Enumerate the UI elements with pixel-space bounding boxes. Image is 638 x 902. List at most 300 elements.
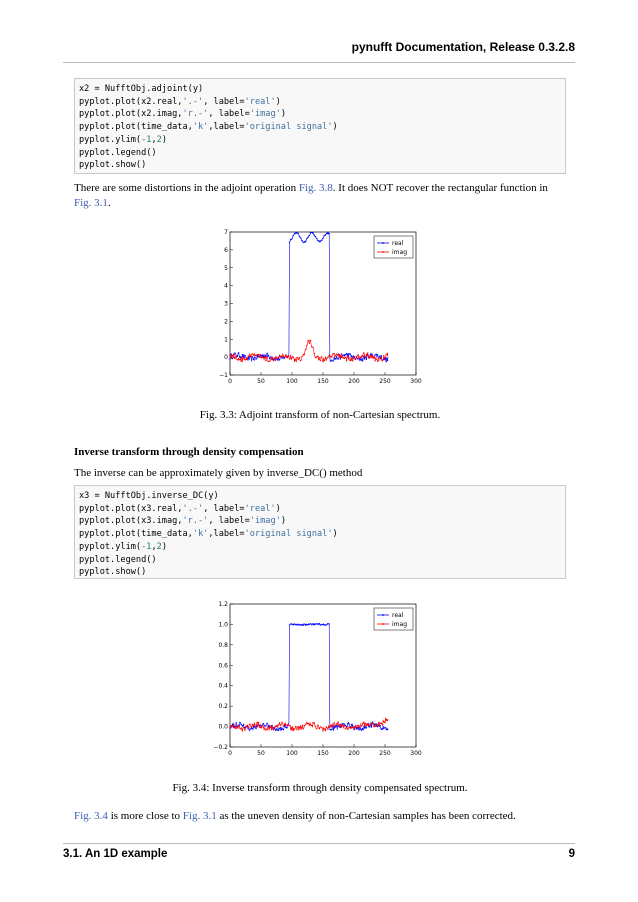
data-point-imag: [242, 730, 243, 731]
data-point-imag: [329, 727, 330, 728]
data-point-imag: [257, 354, 258, 355]
code-token: '.-': [182, 503, 204, 514]
data-point-imag: [301, 356, 302, 357]
data-point-imag: [300, 360, 301, 361]
data-point-imag: [286, 725, 287, 726]
data-point-imag: [265, 729, 266, 730]
data-point-imag: [250, 355, 251, 356]
data-point-real: [250, 728, 251, 729]
data-point-imag: [336, 354, 337, 355]
data-point-imag: [294, 728, 295, 729]
data-point-real: [267, 723, 268, 724]
code-token: 'original signal': [244, 529, 333, 540]
data-point-real: [327, 233, 328, 234]
data-point-real: [371, 726, 372, 727]
data-point-real: [309, 624, 310, 625]
data-point-real: [310, 623, 311, 624]
data-point-real: [239, 722, 240, 723]
data-point-imag: [268, 361, 269, 362]
data-point-real: [244, 727, 245, 728]
code-line: [79, 515, 561, 528]
data-point-real: [271, 359, 272, 360]
data-point-imag: [290, 355, 291, 356]
data-point-imag: [383, 721, 384, 722]
data-point-imag: [233, 354, 234, 355]
x-tick-label: 250: [379, 750, 391, 757]
data-point-real: [238, 352, 239, 353]
data-point-imag: [294, 361, 295, 362]
data-point-imag: [343, 358, 344, 359]
data-point-imag: [316, 356, 317, 357]
data-point-imag: [307, 340, 308, 341]
data-point-imag: [284, 356, 285, 357]
data-point-imag: [315, 357, 316, 358]
data-point-imag: [357, 355, 358, 356]
code-token: 2: [156, 541, 162, 552]
code-token: -1: [141, 134, 152, 145]
code-line: [79, 541, 561, 554]
data-point-imag: [387, 353, 388, 354]
code-token: ,: [151, 541, 157, 552]
data-point-real: [337, 358, 338, 359]
data-point-real: [316, 623, 317, 624]
code-token: x2 = NufftObj.adjoint(y): [79, 84, 204, 94]
data-point-imag: [315, 726, 316, 727]
data-point-real: [265, 725, 266, 726]
data-point-real: [351, 355, 352, 356]
data-point-imag: [383, 355, 384, 356]
data-point-real: [283, 729, 284, 730]
data-point-imag: [237, 726, 238, 727]
data-point-real: [242, 354, 243, 355]
data-point-real: [258, 356, 259, 357]
data-point-imag: [253, 725, 254, 726]
data-point-real: [314, 624, 315, 625]
data-point-imag: [259, 356, 260, 357]
code-token: ): [275, 96, 281, 107]
data-point-imag: [304, 725, 305, 726]
data-point-real: [314, 235, 315, 236]
data-point-imag: [276, 725, 277, 726]
data-point-imag: [330, 726, 331, 727]
code-token: pyplot.plot(time_data,: [79, 122, 193, 133]
code-line: [79, 96, 561, 109]
data-point-real: [307, 237, 308, 238]
data-point-real: [290, 239, 291, 240]
data-point-imag: [353, 726, 354, 727]
data-point-real: [236, 722, 237, 723]
data-point-imag: [331, 726, 332, 727]
data-point-real: [366, 359, 367, 360]
data-point-imag: [254, 724, 255, 725]
x-tick-label: 150: [317, 750, 329, 757]
data-point-imag: [368, 724, 369, 725]
y-tick-label: 2: [224, 318, 228, 326]
data-point-real: [330, 729, 331, 730]
code-token: ): [275, 503, 281, 514]
data-point-real: [331, 360, 332, 361]
data-point-real: [333, 725, 334, 726]
paragraph-text: as the uneven density of non-Cartesian samples has been corrected.: [216, 810, 516, 822]
data-point-imag: [289, 358, 290, 359]
code-token: , label=: [203, 503, 245, 514]
data-point-real: [269, 358, 270, 359]
data-point-imag: [249, 724, 250, 725]
data-point-real: [317, 623, 318, 624]
data-point-imag: [348, 357, 349, 358]
data-point-real: [307, 624, 308, 625]
code-line: [79, 566, 561, 579]
data-point-real: [376, 725, 377, 726]
data-point-real: [373, 723, 374, 724]
data-point-real: [382, 729, 383, 730]
x-tick-label: 0: [228, 378, 232, 385]
data-point-imag: [367, 352, 368, 353]
data-point-imag: [259, 727, 260, 728]
data-point-imag: [337, 721, 338, 722]
data-point-real: [275, 729, 276, 730]
data-point-imag: [341, 726, 342, 727]
data-point-imag: [342, 725, 343, 726]
data-point-imag: [363, 721, 364, 722]
data-point-imag: [290, 729, 291, 730]
data-point-imag: [319, 728, 320, 729]
data-point-imag: [376, 358, 377, 359]
data-point-real: [306, 624, 307, 625]
data-point-real: [304, 624, 305, 625]
data-point-imag: [310, 724, 311, 725]
data-point-imag: [336, 723, 337, 724]
data-point-real: [346, 353, 347, 354]
data-point-imag: [273, 729, 274, 730]
code-token: 'real': [244, 96, 276, 107]
data-point-imag: [332, 725, 333, 726]
data-point-real: [348, 353, 349, 354]
code-line: [79, 554, 561, 567]
data-point-imag: [382, 360, 383, 361]
data-point-real: [293, 235, 294, 236]
code-token: pyplot.ylim(: [79, 134, 142, 145]
data-point-real: [315, 236, 316, 237]
data-point-imag: [357, 725, 358, 726]
data-point-real: [312, 623, 313, 624]
data-point-imag: [360, 356, 361, 357]
code-token: 'r.-': [182, 516, 209, 527]
code-line: [79, 134, 561, 147]
code-token: pyplot.show(): [79, 567, 147, 578]
data-point-imag: [238, 358, 239, 359]
code-token: pyplot.legend(): [79, 147, 157, 158]
data-point-imag: [377, 725, 378, 726]
paragraph-text: . It does NOT recover the rectangular function in: [332, 182, 548, 194]
data-point-imag: [311, 346, 312, 347]
data-point-imag: [332, 353, 333, 354]
data-point-imag: [273, 360, 274, 361]
data-point-real: [243, 354, 244, 355]
data-point-imag: [353, 356, 354, 357]
code-token: ): [161, 541, 168, 552]
data-point-real: [284, 357, 285, 358]
data-point-imag: [280, 356, 281, 357]
data-point-real: [294, 233, 295, 234]
legend-marker-imag: [382, 623, 384, 625]
data-point-real: [240, 724, 241, 725]
data-point-imag: [260, 357, 261, 358]
data-point-imag: [258, 354, 259, 355]
data-point-real: [299, 236, 300, 237]
data-point-real: [281, 728, 282, 729]
fig-3-8-link[interactable]: Fig. 3.8: [298, 182, 333, 194]
data-point-real: [348, 723, 349, 724]
data-point-real: [363, 355, 364, 356]
data-point-imag: [325, 356, 326, 357]
data-point-imag: [381, 723, 382, 724]
data-point-real: [350, 353, 351, 354]
data-point-real: [340, 727, 341, 728]
data-point-real: [296, 624, 297, 625]
data-point-real: [267, 353, 268, 354]
data-point-imag: [255, 726, 256, 727]
data-point-real: [310, 232, 311, 233]
code-token: , label=: [203, 96, 245, 107]
data-point-imag: [384, 722, 385, 723]
y-tick-label: 0.2: [218, 703, 228, 711]
data-point-imag: [335, 724, 336, 725]
data-point-imag: [373, 357, 374, 358]
data-point-imag: [237, 359, 238, 360]
data-point-real: [321, 240, 322, 241]
legend-marker-imag: [382, 251, 384, 253]
y-tick-label: 4: [224, 282, 228, 290]
data-point-imag: [247, 725, 248, 726]
code-line: [79, 528, 561, 541]
data-point-real: [322, 238, 323, 239]
data-point-imag: [352, 727, 353, 728]
data-point-imag: [296, 357, 297, 358]
data-point-real: [295, 232, 296, 233]
data-point-imag: [369, 355, 370, 356]
data-point-imag: [307, 723, 308, 724]
code-token: ,label=: [208, 529, 245, 540]
y-tick-label: 0.4: [218, 682, 228, 690]
data-point-imag: [386, 720, 387, 721]
data-point-imag: [368, 357, 369, 358]
data-point-real: [377, 354, 378, 355]
data-point-real: [302, 242, 303, 243]
data-point-real: [361, 730, 362, 731]
data-point-imag: [347, 729, 348, 730]
code-token: pyplot.plot(x3.imag,: [79, 516, 183, 527]
data-point-imag: [281, 722, 282, 723]
data-point-imag: [255, 355, 256, 356]
fig-3-4-link[interactable]: Fig. 3.4: [74, 810, 108, 822]
data-point-imag: [348, 726, 349, 727]
data-point-imag: [311, 725, 312, 726]
data-point-real: [384, 727, 385, 728]
data-point-imag: [324, 729, 325, 730]
data-point-imag: [351, 359, 352, 360]
data-point-imag: [360, 726, 361, 727]
data-point-imag: [321, 356, 322, 357]
data-point-real: [331, 729, 332, 730]
code-token: pyplot.ylim(: [79, 541, 142, 552]
x-tick-label: 50: [257, 378, 265, 385]
code-token: ): [280, 516, 286, 527]
data-point-real: [298, 233, 299, 234]
data-point-imag: [310, 340, 311, 341]
footer-rule: [63, 843, 575, 844]
data-point-imag: [291, 357, 292, 358]
data-point-imag: [244, 359, 245, 360]
data-point-imag: [364, 356, 365, 357]
y-tick-label: 1.2: [218, 601, 228, 608]
data-point-imag: [291, 729, 292, 730]
data-point-imag: [299, 357, 300, 358]
data-point-imag: [324, 360, 325, 361]
inverse-dc-chart: [212, 600, 427, 760]
paragraph-inverse-dc: The inverse can be approximately given by inverse_DC() method: [74, 467, 363, 479]
data-point-imag: [377, 361, 378, 362]
data-point-imag: [232, 725, 233, 726]
data-point-imag: [279, 355, 280, 356]
data-point-real: [387, 360, 388, 361]
data-point-imag: [293, 356, 294, 357]
data-point-real: [326, 624, 327, 625]
code-token: pyplot.plot(x2.real,: [79, 96, 183, 107]
data-point-imag: [257, 722, 258, 723]
data-point-imag: [320, 726, 321, 727]
code-token: ): [332, 122, 338, 133]
data-point-real: [244, 355, 245, 356]
data-point-real: [324, 235, 325, 236]
code-token: x3 = NufftObj.inverse_DC(y): [79, 491, 219, 501]
code-token: 'k': [192, 529, 209, 540]
data-point-imag: [233, 724, 234, 725]
data-point-imag: [301, 726, 302, 727]
paragraph-conclusion: [74, 809, 566, 824]
data-point-imag: [269, 727, 270, 728]
data-point-real: [329, 233, 330, 234]
data-point-imag: [242, 360, 243, 361]
data-point-imag: [327, 356, 328, 357]
data-point-imag: [355, 358, 356, 359]
data-point-imag: [347, 355, 348, 356]
fig-3-1-link[interactable]: Fig. 3.1: [182, 810, 217, 822]
data-point-real: [271, 725, 272, 726]
data-point-real: [294, 623, 295, 624]
data-point-imag: [321, 727, 322, 728]
fig-3-1-link[interactable]: Fig. 3.1: [74, 197, 108, 209]
figure-caption-3-3: Fig. 3.3: Adjoint transform of non-Cartesian spectrum.: [199, 409, 441, 421]
data-point-imag: [234, 728, 235, 729]
data-point-real: [280, 727, 281, 728]
adjoint-transform-chart: [212, 228, 427, 388]
data-point-imag: [331, 356, 332, 357]
data-point-imag: [263, 357, 264, 358]
data-point-imag: [338, 725, 339, 726]
data-point-imag: [387, 720, 388, 721]
data-point-imag: [338, 357, 339, 358]
data-point-imag: [234, 357, 235, 358]
data-point-imag: [379, 723, 380, 724]
data-point-imag: [362, 723, 363, 724]
data-point-imag: [372, 356, 373, 357]
data-point-imag: [329, 355, 330, 356]
data-point-real: [366, 727, 367, 728]
data-point-imag: [240, 728, 241, 729]
data-point-imag: [314, 353, 315, 354]
data-point-real: [252, 356, 253, 357]
figure-caption-3-4: Fig. 3.4: Inverse transform through density compensated spectrum.: [172, 782, 468, 794]
code-token: ,: [151, 134, 157, 145]
data-point-real: [386, 729, 387, 730]
data-point-imag: [284, 723, 285, 724]
data-point-imag: [262, 356, 263, 357]
data-point-real: [335, 358, 336, 359]
code-line: [79, 147, 561, 160]
data-point-imag: [283, 356, 284, 357]
data-point-real: [229, 358, 230, 359]
data-point-real: [319, 240, 320, 241]
data-point-imag: [317, 724, 318, 725]
data-point-imag: [274, 726, 275, 727]
code-token: ): [332, 529, 338, 540]
data-point-real: [320, 240, 321, 241]
data-point-imag: [306, 345, 307, 346]
data-point-imag: [320, 360, 321, 361]
data-point-real: [237, 356, 238, 357]
code-block-adjoint: [74, 78, 566, 174]
x-tick-label: 50: [257, 750, 265, 757]
data-point-imag: [337, 354, 338, 355]
data-point-imag: [281, 355, 282, 356]
data-point-imag: [275, 356, 276, 357]
data-point-imag: [260, 727, 261, 728]
data-point-imag: [240, 361, 241, 362]
data-point-real: [243, 724, 244, 725]
data-point-imag: [358, 725, 359, 726]
data-point-imag: [371, 723, 372, 724]
data-point-imag: [345, 728, 346, 729]
data-point-real: [332, 360, 333, 361]
data-point-real: [387, 729, 388, 730]
data-point-imag: [374, 726, 375, 727]
data-point-real: [356, 728, 357, 729]
data-point-imag: [280, 724, 281, 725]
data-point-real: [340, 358, 341, 359]
data-point-imag: [231, 725, 232, 726]
data-point-real: [315, 623, 316, 624]
data-point-real: [324, 624, 325, 625]
data-point-imag: [250, 726, 251, 727]
data-point-imag: [366, 724, 367, 725]
data-point-imag: [270, 358, 271, 359]
page-number: 9: [568, 848, 575, 860]
data-point-imag: [312, 722, 313, 723]
code-token: pyplot.show(): [79, 160, 147, 171]
data-point-imag: [356, 727, 357, 728]
data-point-imag: [236, 726, 237, 727]
code-token: 'original signal': [244, 122, 333, 133]
data-point-real: [253, 359, 254, 360]
code-token: '.-': [182, 96, 204, 107]
data-point-imag: [350, 727, 351, 728]
data-point-imag: [373, 726, 374, 727]
legend-label-real: real: [392, 612, 404, 619]
data-point-real: [322, 624, 323, 625]
y-tick-label: 1: [224, 336, 228, 344]
data-point-imag: [325, 730, 326, 731]
